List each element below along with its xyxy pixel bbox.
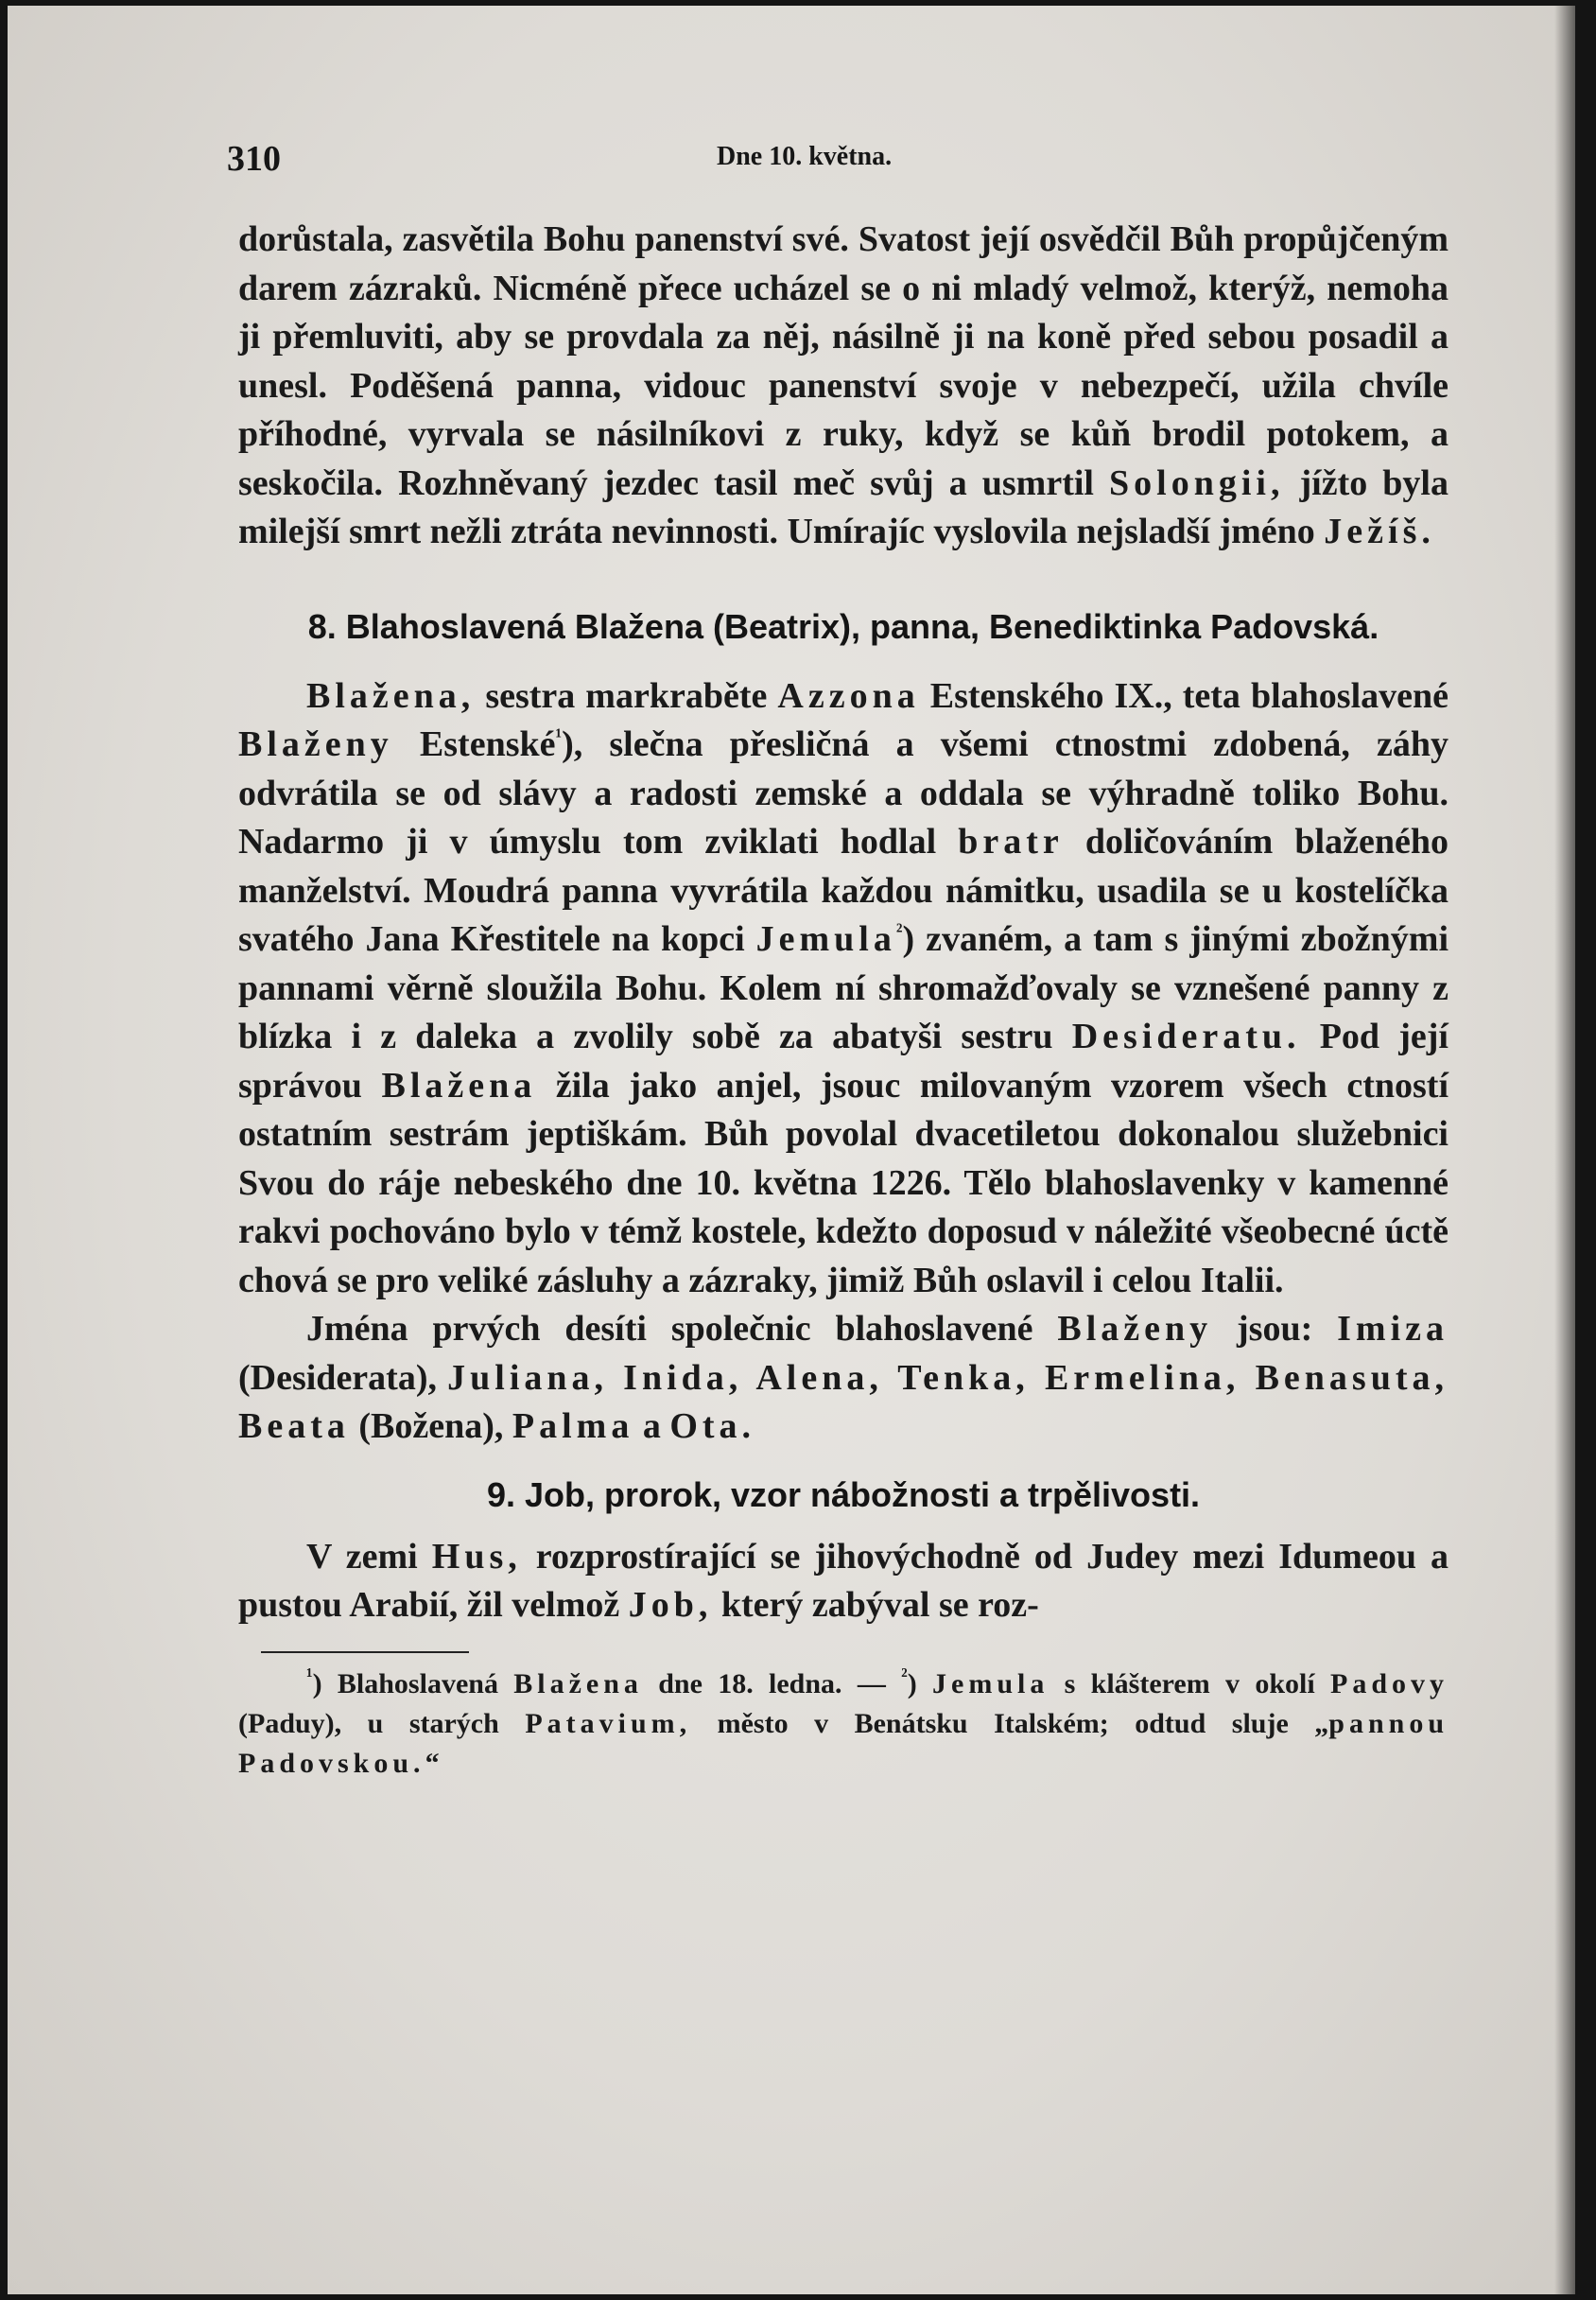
page-number: 310 — [227, 139, 281, 179]
text-run: dolič​ováním blaženého manželství. Moudrá panna vyvrátila každou námitku, usadila se u kostelíčka svatého Jana Křestitele na kopci — [238, 822, 1449, 959]
spaced-name: Imiza — [1337, 1309, 1449, 1349]
footnote-mark: ² — [901, 1663, 908, 1687]
spaced-name: Juliana, Inida, Alena, Tenka, Ermelina, Benasuta, Beata — [238, 1357, 1449, 1446]
text-run: jížto byla milejší smrt nežli ztráta nevinnosti. Umírajíc vyslovila nejsladší jméno — [238, 462, 1449, 551]
text-run: (Paduy), u starých — [238, 1707, 526, 1739]
spaced-name: Azzona — [777, 675, 920, 716]
book-page — [8, 6, 1575, 2294]
text-run: V zemi — [306, 1536, 432, 1577]
spaced-name: Jemula — [932, 1667, 1050, 1699]
paragraph-blazena — [238, 672, 1449, 1306]
text-run: rozprostírající se jihovýchodně od Judey mezi Idumeou a pustou Arabií, žil velmož — [238, 1536, 1449, 1625]
text-run: “ — [425, 1747, 440, 1779]
page-edge-shadow — [1554, 6, 1575, 2294]
section-heading-8: 8. Blahoslavená Blažena (Beatrix), panna, Benediktinka Padovská. — [307, 606, 1379, 646]
text-run: s klášterem v okolí — [1049, 1667, 1330, 1699]
text-run: žila jako anjel, jsouc milovaným vzorem všech ctností ostatním sestrám jeptiškám. Bůh povolal dvacetiletou dokonalou služebnici Svou do ráje nebeského dne 10. května 1226. Tělo blahoslavenky v kamenné rakvi pochováno bylo v témž kostele, kdežto doposud v náležité všeobecné úctě chová se pro veliké zásluhy a zázraky, jimiž Bůh oslavil i celou Italii. — [238, 1065, 1449, 1300]
paragraph-solongia-end — [238, 216, 1449, 557]
spaced-name: Hus, — [431, 1536, 522, 1577]
page-header — [8, 138, 1575, 185]
footnotes — [238, 1664, 1449, 1784]
spaced-name: Blaženy — [1057, 1309, 1213, 1349]
text-run: Jména prvých desíti společnic blahoslavené — [306, 1309, 1058, 1349]
text-run: a — [633, 1406, 670, 1446]
spaced-name: Solongii, — [1109, 462, 1285, 503]
running-head: Dne 10. května. — [717, 142, 893, 171]
spaced-name: Blažena — [381, 1065, 537, 1106]
spaced-name: Patavium, — [525, 1707, 692, 1739]
text-run: dne 18. ledna. — — [642, 1667, 902, 1699]
text-run: město v Benátsku Italském; odtud sluje „ — [691, 1707, 1329, 1739]
paragraph-job — [238, 1533, 1449, 1630]
text-run: (Božena), — [349, 1406, 512, 1446]
spaced-name: Blaženy — [238, 724, 393, 764]
spaced-name: Palma — [512, 1406, 634, 1446]
paragraph-companions — [238, 1305, 1449, 1452]
text-run: ), slečna přesličná a všemi ctnostmi zdobená, záhy odvrátila se od slávy a radosti zemské a oddala se výhradně toliko Bohu. Nadarmo ji v úmyslu tom zviklati hodlal — [238, 724, 1449, 862]
body-text — [238, 216, 1449, 1784]
spaced-name: Blažena, — [306, 675, 476, 716]
footnote-divider — [261, 1651, 469, 1653]
footnote-ref: ¹ — [555, 723, 563, 748]
section-heading-9: 9. Job, prorok, vzor nábožnosti a trpělivosti. — [486, 1474, 1201, 1514]
spaced-name: pannou Padovskou. — [238, 1707, 1449, 1779]
spaced-name: Job, — [628, 1585, 713, 1625]
footnote-mark: ¹ — [306, 1663, 313, 1687]
text-run: ) zvaném, a tam s jinými zbožnými pannami věrně sloužila Bohu. Kolem ní shromažďovaly se vznešené panny z blízka i z daleka a zvolily sobě za abatyši sestru — [238, 919, 1449, 1056]
text-run: dorůstala, zasvětila Bohu panenství své. Svatost její osvědčil Bůh propůjčeným darem zázraků. Nicméně přece ucházel se o ni mladý velmož, kterýž, nemoha ji přemluviti, aby se provdala za něj, násilně ji na koně před sebou posadil a unesl. Poděšená panna, vidouc panenství svoje v nebezpečí, užila chvíle příhodné, vyrvala se násilníkovi z ruky, když se kůň brodil potokem, a seskočila. Rozhněvaný jezdec tasil meč svůj a usmrtil — [238, 219, 1449, 503]
text-run: ) — [907, 1667, 933, 1699]
footnote-text — [238, 1664, 1449, 1784]
spaced-name: Blažena — [513, 1667, 643, 1699]
footnote-ref: ² — [895, 918, 903, 943]
text-run: jsou: — [1212, 1309, 1338, 1349]
spaced-name: Padovy — [1330, 1667, 1449, 1699]
text-run: ) Blahoslavená — [312, 1667, 514, 1699]
text-run: (Desiderata), — [238, 1357, 448, 1398]
text-run: Estenského IX., teta blahoslavené — [919, 675, 1449, 716]
spaced-name: Jemula — [755, 919, 896, 959]
text-run: sestra markraběte — [475, 675, 778, 716]
spaced-name: bratr — [958, 822, 1064, 862]
text-run: Pod její správou — [238, 1017, 1449, 1106]
spaced-name: Ota. — [669, 1406, 756, 1446]
text-run: Estenské — [392, 724, 556, 764]
spaced-name: Ježíš. — [1324, 512, 1435, 551]
text-run: který zabýval se roz- — [712, 1585, 1039, 1625]
spaced-name: Desideratu. — [1071, 1017, 1301, 1056]
